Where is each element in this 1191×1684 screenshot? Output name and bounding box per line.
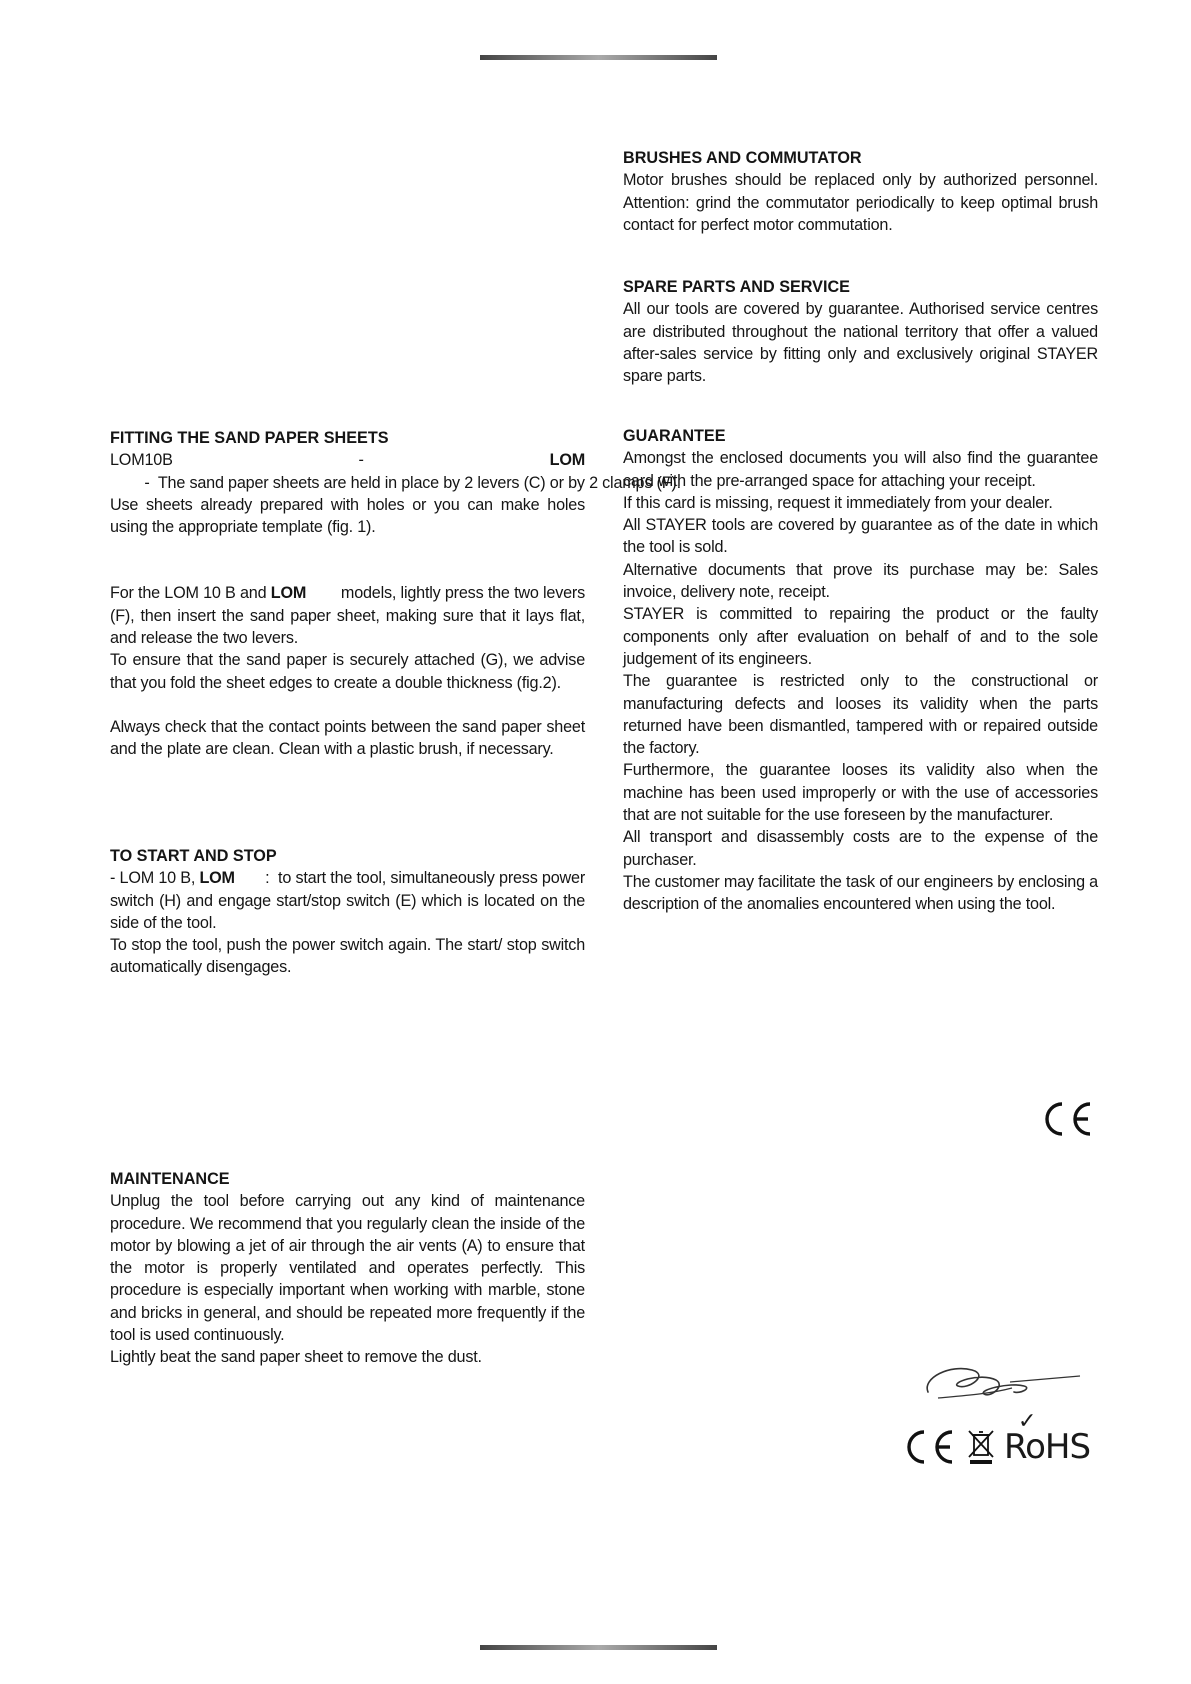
paragraph: Motor brushes should be replaced only by authorized personnel. Attention: grind the commutator periodically to keep optimal brush contact for perfect motor commutation. (623, 171, 1098, 234)
text-span: : to start the tool, simultaneously press power switch (H) and engage start/stop switch (E) which is located on the side of the tool. (110, 869, 590, 932)
paragraph: All our tools are covered by guarantee. Authorised service centres are distributed throughout the national territory that offer a valued after-sales service by fitting only and exclusively original STAYER spare parts. (623, 300, 1098, 386)
model-label: LOM (199, 869, 235, 888)
model-label: LOM (270, 584, 307, 603)
paragraph: The guarantee is restricted only to the constructional or manufacturing defects and looses its validity when the parts returned have been dismantled, tampered with or repaired outside the factory. (623, 672, 1098, 758)
compliance-marks (900, 1409, 1091, 1472)
paragraph: If this card is missing, request it immediately from your dealer. (623, 493, 1053, 512)
paragraph (110, 449, 681, 494)
start-stop-section (110, 845, 590, 979)
paragraph: All STAYER tools are covered by guarantee as of the date in which the tool is sold. (623, 516, 1098, 557)
rohs-mark (1004, 1409, 1091, 1467)
section-heading: TO START AND STOP (110, 847, 277, 865)
paragraph: Alternative documents that prove its purchase may be: Sales invoice, delivery note, receipt. (623, 560, 1098, 602)
paragraph: Unplug the tool before carrying out any kind of maintenance procedure. We recommend that you regularly clean the inside of the motor by blowing a jet of air through the air vents (A) to ensure that the motor is properly ventilated and operates perfectly. This procedure is especially important when working with marble, stone and bricks in general, and should be repeated more frequently if the tool is used continuously. (110, 1192, 585, 1345)
brushes-section (623, 147, 1098, 236)
ce-mark-icon (1038, 1100, 1096, 1138)
paragraph: Amongst the enclosed documents you will also find the guarantee card with the pre-arranged space for attaching your receipt. (623, 449, 1098, 490)
paragraph (110, 582, 590, 649)
paragraph: To stop the tool, push the power switch again. The start/ stop switch automatically disengages. (110, 936, 585, 977)
text-span: For the LOM 10 B and (110, 584, 271, 603)
section-heading: SPARE PARTS AND SERVICE (623, 278, 850, 296)
paragraph (110, 867, 590, 934)
paragraph: Lightly beat the sand paper sheet to remove the dust. (110, 1348, 482, 1367)
model-label: LOM (549, 451, 585, 470)
text-span: - The sand paper sheets are held in place by 2 levers (C) or by 2 clamps (F). (110, 473, 681, 492)
text-span: models, lightly press the two levers (F), then insert the sand paper sheet, making sure that it lays flat, and release the two levers. (110, 584, 590, 648)
spare-parts-section (623, 276, 1098, 387)
text-span: LOM10B - (110, 451, 550, 470)
section-heading: FITTING THE SAND PAPER SHEETS (110, 429, 389, 447)
guarantee-section (623, 425, 1098, 916)
section-heading: BRUSHES AND COMMUTATOR (623, 149, 862, 167)
section-heading: MAINTENANCE (110, 1170, 230, 1188)
paragraph: The customer may facilitate the task of our engineers by enclosing a description of the anomalies encountered when using the tool. (623, 872, 1098, 914)
crossed-bin-icon (966, 1427, 996, 1467)
rohs-label: RoHS (1004, 1427, 1091, 1467)
paragraph: Furthermore, the guarantee looses its validity also when the machine has been used improperly or with the use of accessories that are not suitable for the use foreseen by the manufacturer. (623, 761, 1098, 825)
paragraph: To ensure that the sand paper is securely attached (G), we advise that you fold the sheet edges to create a double thickness (fig.2). (110, 651, 585, 692)
paragraph: All transport and disassembly costs are to the expense of the purchaser. (623, 828, 1098, 869)
ce-mark-icon (900, 1428, 958, 1466)
paragraph: STAYER is committed to repairing the product or the faulty components only after evaluation on behalf of and to the sole judgement of its engineers. (623, 605, 1098, 668)
bottom-rule (480, 1645, 717, 1650)
paragraph: Use sheets already prepared with holes or you can make holes using the appropriate template (fig. 1). (110, 495, 585, 537)
signature-icon (920, 1356, 1082, 1408)
section-heading: GUARANTEE (623, 427, 726, 445)
top-rule (480, 55, 717, 60)
check-icon: ✓ (1018, 1409, 1036, 1434)
paragraph: Always check that the contact points between the sand paper sheet and the plate are clean. Clean with a plastic brush, if necessary. (110, 717, 585, 759)
text-span: - LOM 10 B, (110, 869, 200, 888)
maintenance-section (110, 1168, 585, 1369)
